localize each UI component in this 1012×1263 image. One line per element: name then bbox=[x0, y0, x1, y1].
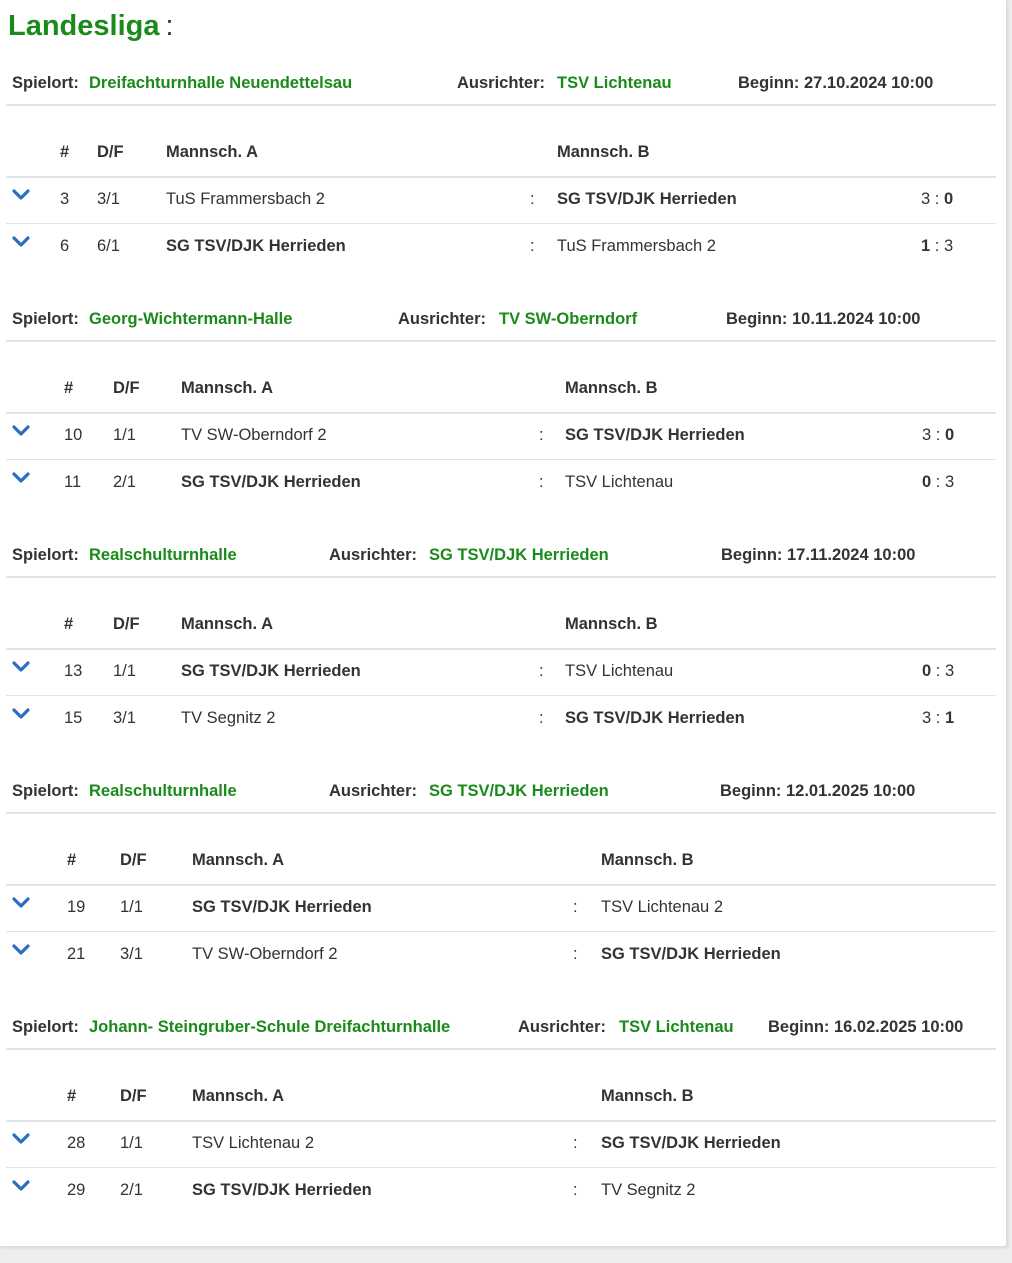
match-number: 29 bbox=[67, 1181, 86, 1199]
table-header bbox=[6, 130, 996, 178]
host-label: Ausrichter: bbox=[518, 1018, 607, 1036]
col-header-number: # bbox=[67, 1087, 77, 1105]
col-header-team-a: Mannsch. A bbox=[181, 615, 273, 633]
match-day-info bbox=[6, 56, 996, 106]
venue-label: Spielort: bbox=[12, 1018, 79, 1036]
match-row bbox=[6, 932, 996, 978]
match-score bbox=[922, 661, 954, 681]
table-header bbox=[6, 838, 996, 886]
score-team-b: 0 bbox=[944, 426, 955, 444]
start-time: Beginn: 12.01.2025 10:00 bbox=[720, 782, 916, 800]
col-header-team-b: Mannsch. B bbox=[601, 851, 694, 869]
chevron-down-icon[interactable] bbox=[12, 236, 30, 248]
league-title bbox=[8, 6, 174, 46]
col-header-df: D/F bbox=[113, 615, 140, 633]
venue-label: Spielort: bbox=[12, 782, 79, 800]
match-number: 13 bbox=[64, 662, 83, 680]
start-time: Beginn: 16.02.2025 10:00 bbox=[768, 1018, 964, 1036]
score-separator: : bbox=[931, 473, 945, 491]
score-separator: : bbox=[931, 662, 945, 680]
venue-name[interactable]: Realschulturnhalle bbox=[89, 546, 237, 564]
match-df: 1/1 bbox=[113, 426, 136, 444]
chevron-down-icon[interactable] bbox=[12, 708, 30, 720]
host-name[interactable]: SG TSV/DJK Herrieden bbox=[429, 782, 609, 800]
match-df: 2/1 bbox=[120, 1181, 143, 1199]
col-header-team-b: Mannsch. B bbox=[557, 143, 650, 161]
match-row bbox=[6, 1168, 996, 1214]
score-team-b: 0 bbox=[943, 190, 954, 208]
host-name[interactable]: TV SW-Oberndorf bbox=[499, 310, 638, 328]
venue-label: Spielort: bbox=[12, 310, 79, 328]
col-header-number: # bbox=[60, 143, 70, 161]
team-separator: : bbox=[530, 190, 535, 208]
team-separator: : bbox=[573, 1134, 578, 1152]
match-row bbox=[6, 460, 996, 506]
chevron-down-icon[interactable] bbox=[12, 661, 30, 673]
match-day-info bbox=[6, 1000, 996, 1050]
league-title-colon: : bbox=[165, 10, 174, 42]
col-header-team-a: Mannsch. A bbox=[166, 143, 258, 161]
host-label: Ausrichter: bbox=[329, 782, 418, 800]
score-separator: : bbox=[931, 709, 945, 727]
match-row bbox=[6, 696, 996, 742]
match-score bbox=[922, 708, 954, 728]
score-team-b: 1 bbox=[944, 709, 955, 727]
match-row bbox=[6, 224, 996, 270]
match-row bbox=[6, 177, 996, 224]
match-row bbox=[6, 649, 996, 696]
score-separator: : bbox=[931, 426, 945, 444]
venue-name[interactable]: Georg-Wichtermann-Halle bbox=[89, 310, 293, 328]
match-number: 19 bbox=[67, 898, 86, 916]
team-a-name: SG TSV/DJK Herrieden bbox=[181, 473, 361, 491]
chevron-down-icon[interactable] bbox=[12, 1133, 30, 1145]
match-number: 28 bbox=[67, 1134, 86, 1152]
col-header-team-b: Mannsch. B bbox=[565, 615, 658, 633]
chevron-down-icon[interactable] bbox=[12, 189, 30, 201]
team-b-name: TSV Lichtenau 2 bbox=[601, 898, 723, 916]
match-day-block bbox=[0, 292, 1006, 528]
team-b-name: SG TSV/DJK Herrieden bbox=[557, 190, 737, 208]
host-label: Ausrichter: bbox=[457, 74, 546, 92]
table-header bbox=[6, 1074, 996, 1122]
venue-name[interactable]: Dreifachturnhalle Neuendettelsau bbox=[89, 74, 353, 92]
team-a-name: TSV Lichtenau 2 bbox=[192, 1134, 314, 1152]
start-time: Beginn: 17.11.2024 10:00 bbox=[721, 546, 916, 564]
match-day-info bbox=[6, 764, 996, 814]
col-header-number: # bbox=[64, 379, 74, 397]
match-number: 3 bbox=[60, 190, 70, 208]
venue-label: Spielort: bbox=[12, 546, 79, 564]
team-b-name: SG TSV/DJK Herrieden bbox=[601, 945, 781, 963]
score-team-a: 1 bbox=[921, 237, 931, 255]
host-label: Ausrichter: bbox=[329, 546, 418, 564]
match-day-block bbox=[0, 56, 1006, 292]
host-name[interactable]: TSV Lichtenau bbox=[557, 74, 672, 92]
team-separator: : bbox=[573, 898, 578, 916]
match-df: 1/1 bbox=[120, 898, 143, 916]
score-team-b: 3 bbox=[944, 473, 955, 491]
score-team-b: 3 bbox=[943, 237, 954, 255]
venue-label: Spielort: bbox=[12, 74, 79, 92]
team-b-name: TSV Lichtenau bbox=[565, 662, 674, 680]
col-header-df: D/F bbox=[120, 1087, 147, 1105]
match-df: 1/1 bbox=[120, 1134, 143, 1152]
table-header bbox=[6, 366, 996, 414]
match-score bbox=[922, 472, 954, 492]
match-day-block bbox=[0, 528, 1006, 764]
team-a-name: TV Segnitz 2 bbox=[181, 709, 276, 727]
match-number: 10 bbox=[64, 426, 83, 444]
col-header-team-b: Mannsch. B bbox=[565, 379, 658, 397]
team-separator: : bbox=[539, 473, 544, 491]
league-name: Landesliga bbox=[8, 10, 160, 42]
host-name[interactable]: SG TSV/DJK Herrieden bbox=[429, 546, 609, 564]
venue-name[interactable]: Realschulturnhalle bbox=[89, 782, 237, 800]
col-header-df: D/F bbox=[120, 851, 147, 869]
col-header-df: D/F bbox=[113, 379, 140, 397]
match-row bbox=[6, 1121, 996, 1168]
chevron-down-icon[interactable] bbox=[12, 425, 30, 437]
team-separator: : bbox=[530, 237, 535, 255]
col-header-team-a: Mannsch. A bbox=[192, 1087, 284, 1105]
match-score bbox=[921, 189, 953, 209]
team-separator: : bbox=[573, 945, 578, 963]
host-name[interactable]: TSV Lichtenau bbox=[619, 1018, 734, 1036]
match-df: 3/1 bbox=[97, 190, 120, 208]
col-header-number: # bbox=[67, 851, 77, 869]
match-number: 21 bbox=[67, 945, 86, 963]
match-day-block bbox=[0, 1000, 1006, 1236]
match-day-block bbox=[0, 764, 1006, 1000]
team-b-name: TuS Frammersbach 2 bbox=[557, 237, 716, 255]
start-time: Beginn: 10.11.2024 10:00 bbox=[726, 310, 921, 328]
team-a-name: SG TSV/DJK Herrieden bbox=[192, 1181, 372, 1199]
score-separator: : bbox=[930, 237, 944, 255]
score-team-a: 3 bbox=[922, 426, 932, 444]
match-df: 2/1 bbox=[113, 473, 136, 491]
match-day-info bbox=[6, 292, 996, 342]
score-separator: : bbox=[930, 190, 944, 208]
match-row bbox=[6, 885, 996, 932]
team-separator: : bbox=[539, 426, 544, 444]
chevron-down-icon[interactable] bbox=[12, 472, 30, 484]
team-separator: : bbox=[539, 709, 544, 727]
match-df: 3/1 bbox=[113, 709, 136, 727]
team-a-name: SG TSV/DJK Herrieden bbox=[181, 662, 361, 680]
team-a-name: TV SW-Oberndorf 2 bbox=[192, 945, 338, 963]
score-team-a: 3 bbox=[921, 190, 931, 208]
table-header bbox=[6, 602, 996, 650]
team-a-name: SG TSV/DJK Herrieden bbox=[192, 898, 372, 916]
team-separator: : bbox=[539, 662, 544, 680]
score-team-a: 0 bbox=[922, 662, 932, 680]
start-time: Beginn: 27.10.2024 10:00 bbox=[738, 74, 934, 92]
col-header-team-b: Mannsch. B bbox=[601, 1087, 694, 1105]
team-b-name: SG TSV/DJK Herrieden bbox=[601, 1134, 781, 1152]
match-df: 3/1 bbox=[120, 945, 143, 963]
chevron-down-icon[interactable] bbox=[12, 897, 30, 909]
team-a-name: TV SW-Oberndorf 2 bbox=[181, 426, 327, 444]
match-number: 11 bbox=[64, 473, 82, 491]
team-separator: : bbox=[573, 1181, 578, 1199]
chevron-down-icon[interactable] bbox=[12, 1180, 30, 1192]
venue-name[interactable]: Johann- Steingruber-Schule Dreifachturnhalle bbox=[89, 1018, 451, 1036]
host-label: Ausrichter: bbox=[398, 310, 487, 328]
match-score bbox=[922, 425, 954, 445]
team-b-name: SG TSV/DJK Herrieden bbox=[565, 426, 745, 444]
team-b-name: TV Segnitz 2 bbox=[601, 1181, 696, 1199]
team-b-name: TSV Lichtenau bbox=[565, 473, 674, 491]
match-row bbox=[6, 413, 996, 460]
match-df: 1/1 bbox=[113, 662, 136, 680]
chevron-down-icon[interactable] bbox=[12, 944, 30, 956]
col-header-df: D/F bbox=[97, 143, 124, 161]
col-header-team-a: Mannsch. A bbox=[192, 851, 284, 869]
match-df: 6/1 bbox=[97, 237, 120, 255]
score-team-a: 0 bbox=[922, 473, 932, 491]
team-a-name: TuS Frammersbach 2 bbox=[166, 190, 325, 208]
score-team-a: 3 bbox=[922, 709, 932, 727]
col-header-team-a: Mannsch. A bbox=[181, 379, 273, 397]
match-number: 15 bbox=[64, 709, 83, 727]
score-team-b: 3 bbox=[944, 662, 955, 680]
match-number: 6 bbox=[60, 237, 70, 255]
match-score bbox=[921, 236, 953, 256]
match-day-info bbox=[6, 528, 996, 578]
team-a-name: SG TSV/DJK Herrieden bbox=[166, 237, 346, 255]
team-b-name: SG TSV/DJK Herrieden bbox=[565, 709, 745, 727]
col-header-number: # bbox=[64, 615, 74, 633]
